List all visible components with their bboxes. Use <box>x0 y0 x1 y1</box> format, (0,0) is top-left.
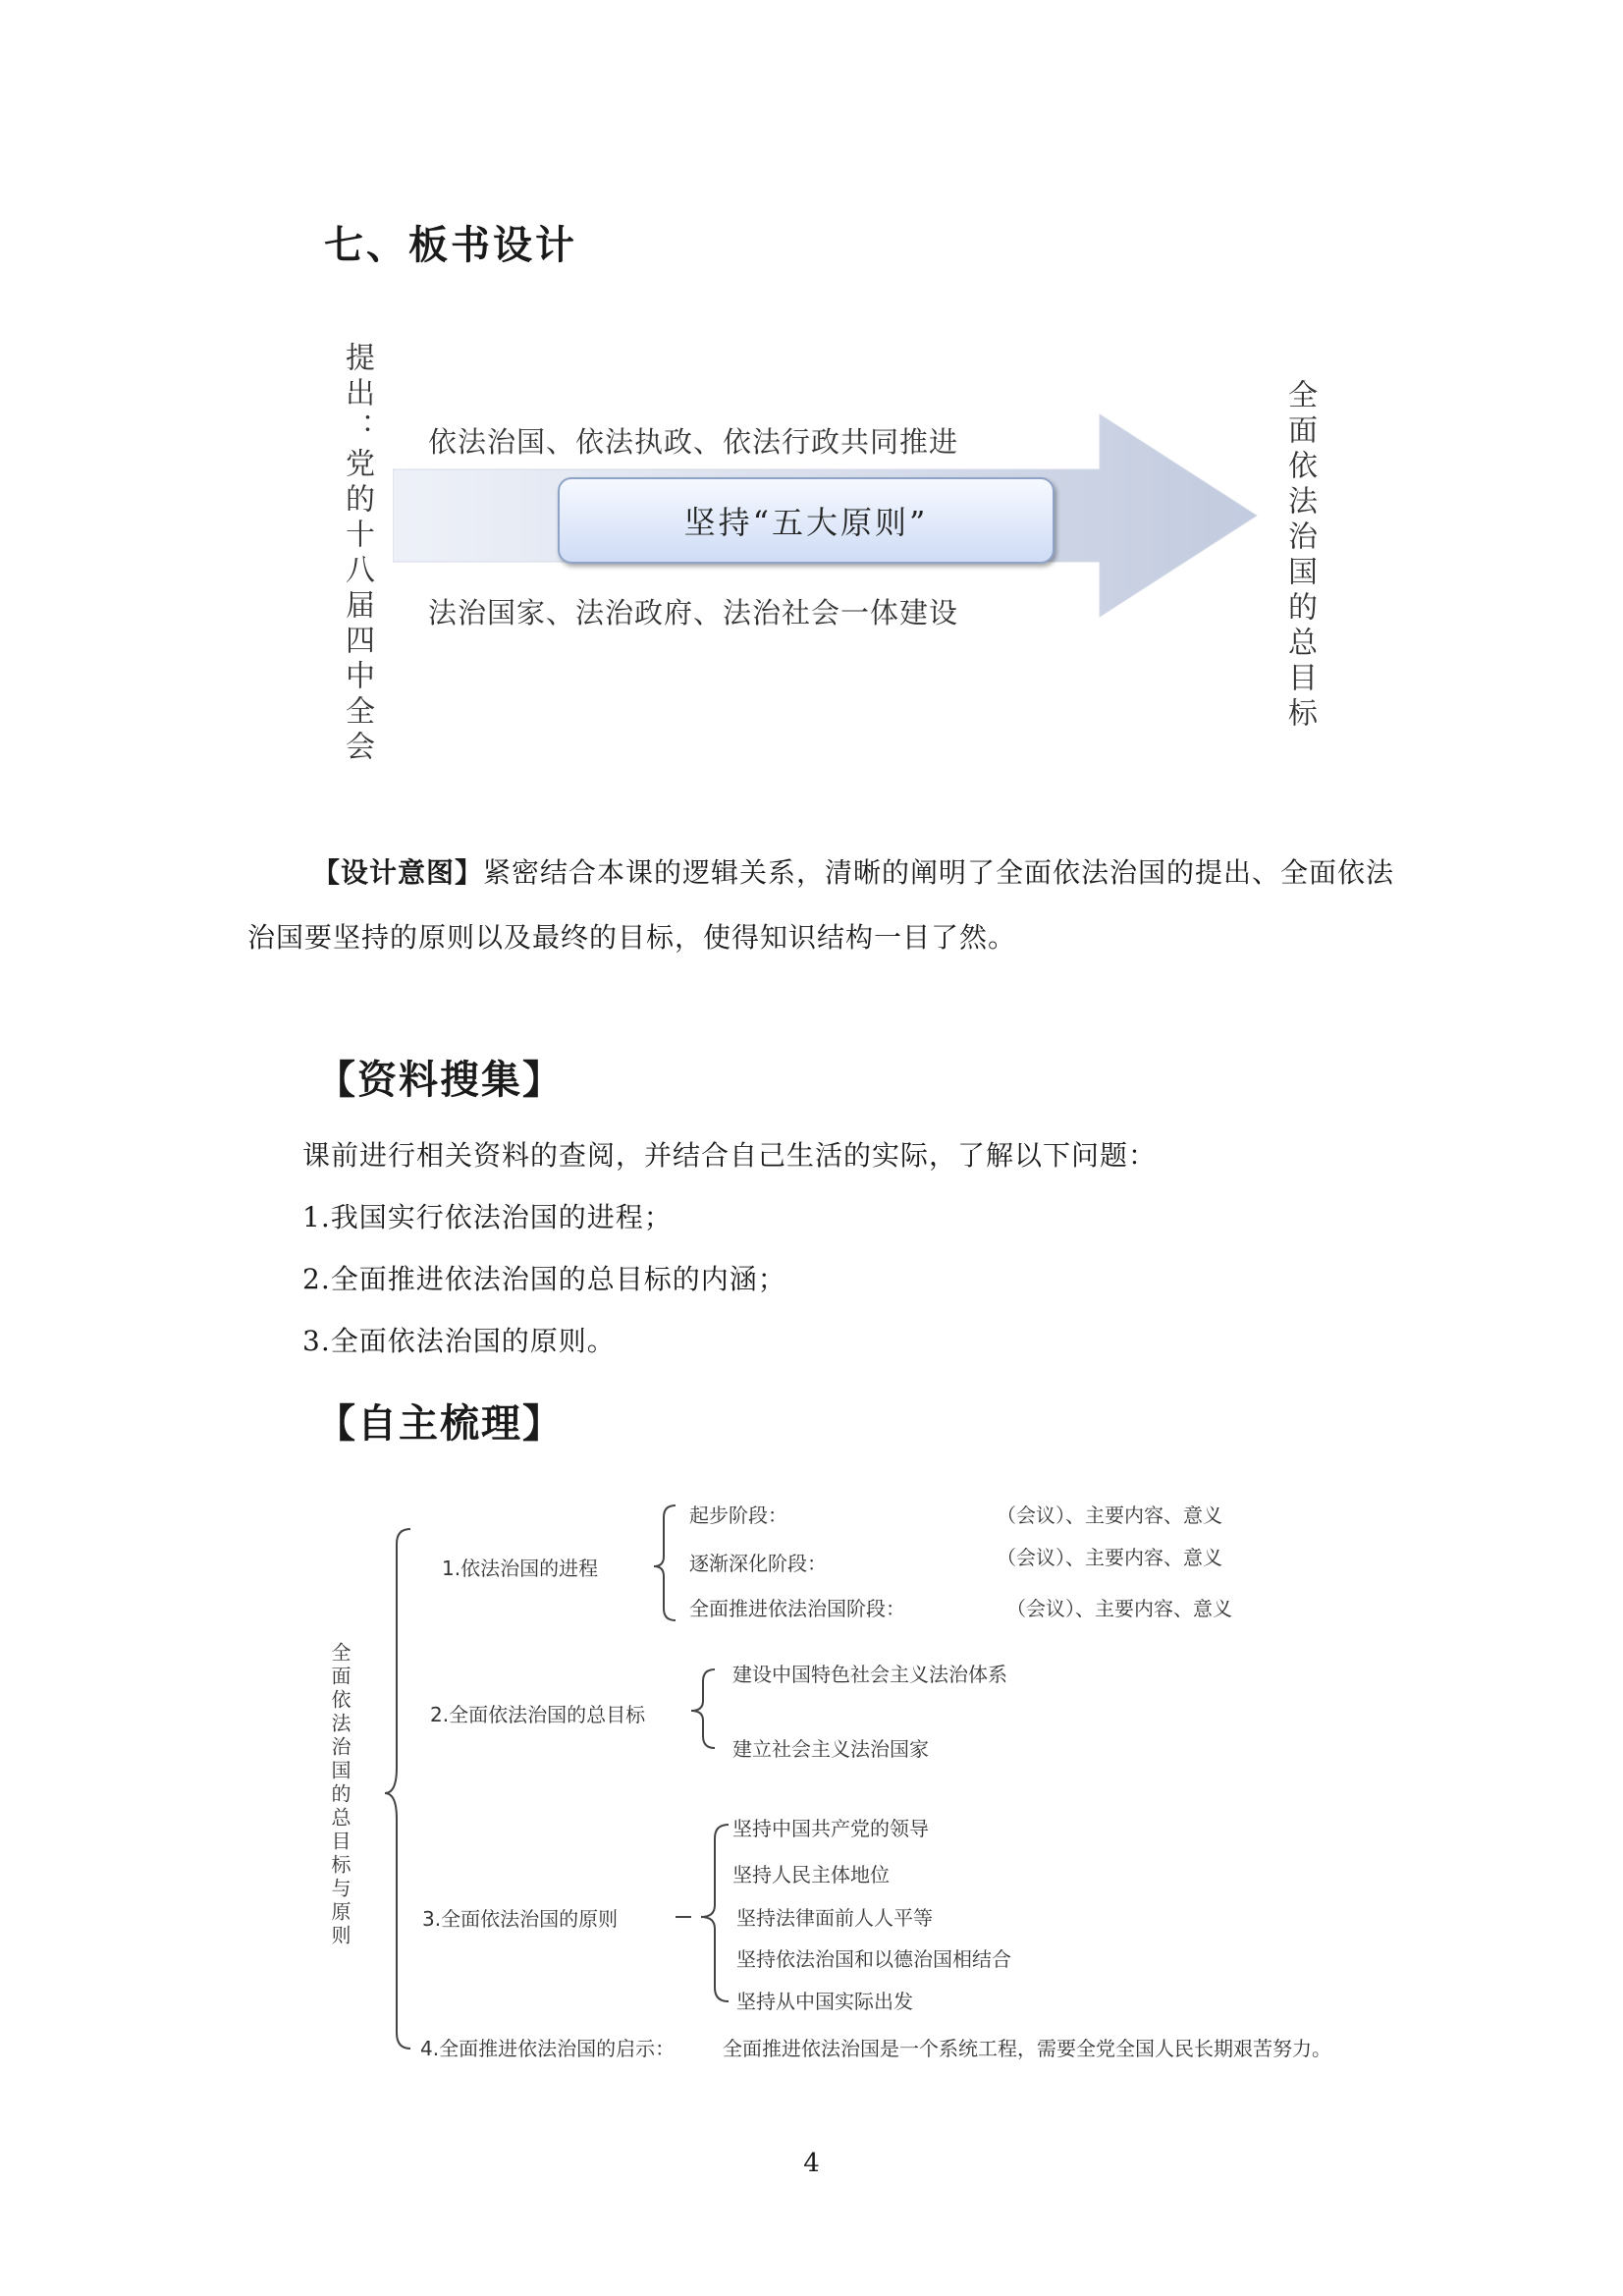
b1-stage-2: 逐渐深化阶段： <box>689 1552 827 1575</box>
b1-detail-2: （会议）、主要内容、意义 <box>997 1546 1222 1569</box>
b2-label: 2.全面依法治国的总目标 <box>430 1703 646 1726</box>
b1-label: 1.依法治国的进程 <box>442 1557 599 1580</box>
concept-root: 全面依法治国的总目标与原则 <box>328 1642 352 1948</box>
b1-detail-3: （会议）、主要内容、意义 <box>1006 1597 1232 1620</box>
board-design-diagram <box>334 334 1335 795</box>
b3-item-2: 坚持人民主体地位 <box>732 1863 890 1886</box>
materials-item-1: 1.我国实行依法治国的进程； <box>302 1201 673 1233</box>
b3-item-1: 坚持中国共产党的领导 <box>732 1817 929 1840</box>
b4-label: 4.全面推进依法治国的启示： <box>420 2037 676 2060</box>
b1-stage-1: 起步阶段： <box>689 1503 787 1527</box>
materials-intro: 课前进行相关资料的查阅，并结合自己生活的实际，了解以下问题： <box>302 1139 1158 1172</box>
section-title: 七、板书设计 <box>324 222 577 268</box>
b3-label: 3.全面依法治国的原则 <box>422 1907 619 1931</box>
page-number: 4 <box>803 2149 820 2178</box>
b2-item-2: 建立社会主义法治国家 <box>732 1737 929 1761</box>
design-intent-line-2: 治国要坚持的原则以及最终的目标，使得知识结构一目了然。 <box>247 921 1017 954</box>
board-left-label: 提出：党的十八届四中全会 <box>340 342 374 766</box>
materials-item-2: 2.全面推进依法治国的总目标的内涵； <box>302 1263 786 1295</box>
b3-item-3: 坚持法律面前人人平等 <box>736 1906 933 1930</box>
board-right-label: 全面依法治国的总目标 <box>1282 379 1317 733</box>
materials-item-3: 3.全面依法治国的原则。 <box>302 1325 616 1357</box>
b1-detail-1: （会议）、主要内容、意义 <box>997 1503 1222 1527</box>
self-study-title: 【自主梳理】 <box>316 1400 564 1447</box>
b2-item-1: 建设中国特色社会主义法治体系 <box>732 1663 1007 1686</box>
b3-item-4: 坚持依法治国和以德治国相结合 <box>736 1947 1011 1971</box>
b1-stage-3: 全面推进依法治国阶段： <box>689 1597 905 1620</box>
b3-item-5: 坚持从中国实际出发 <box>736 1990 913 2013</box>
materials-title: 【资料搜集】 <box>316 1057 564 1103</box>
board-top-line: 依法治国、依法执政、依法行政共同推进 <box>428 425 959 459</box>
board-center-box: 坚持“五大原则” <box>558 477 1055 564</box>
design-intent-text-1: 紧密结合本课的逻辑关系，清晰的阐明了全面依法治国的提出、全面依法 <box>483 856 1395 889</box>
design-intent-label: 【设计意图】 <box>312 856 484 889</box>
board-bottom-line: 法治国家、法治政府、法治社会一体建设 <box>428 596 959 629</box>
design-intent <box>312 847 1412 899</box>
b4-text: 全面推进依法治国是一个系统工程，需要全党全国人民长期艰苦努力。 <box>723 2037 1331 2060</box>
